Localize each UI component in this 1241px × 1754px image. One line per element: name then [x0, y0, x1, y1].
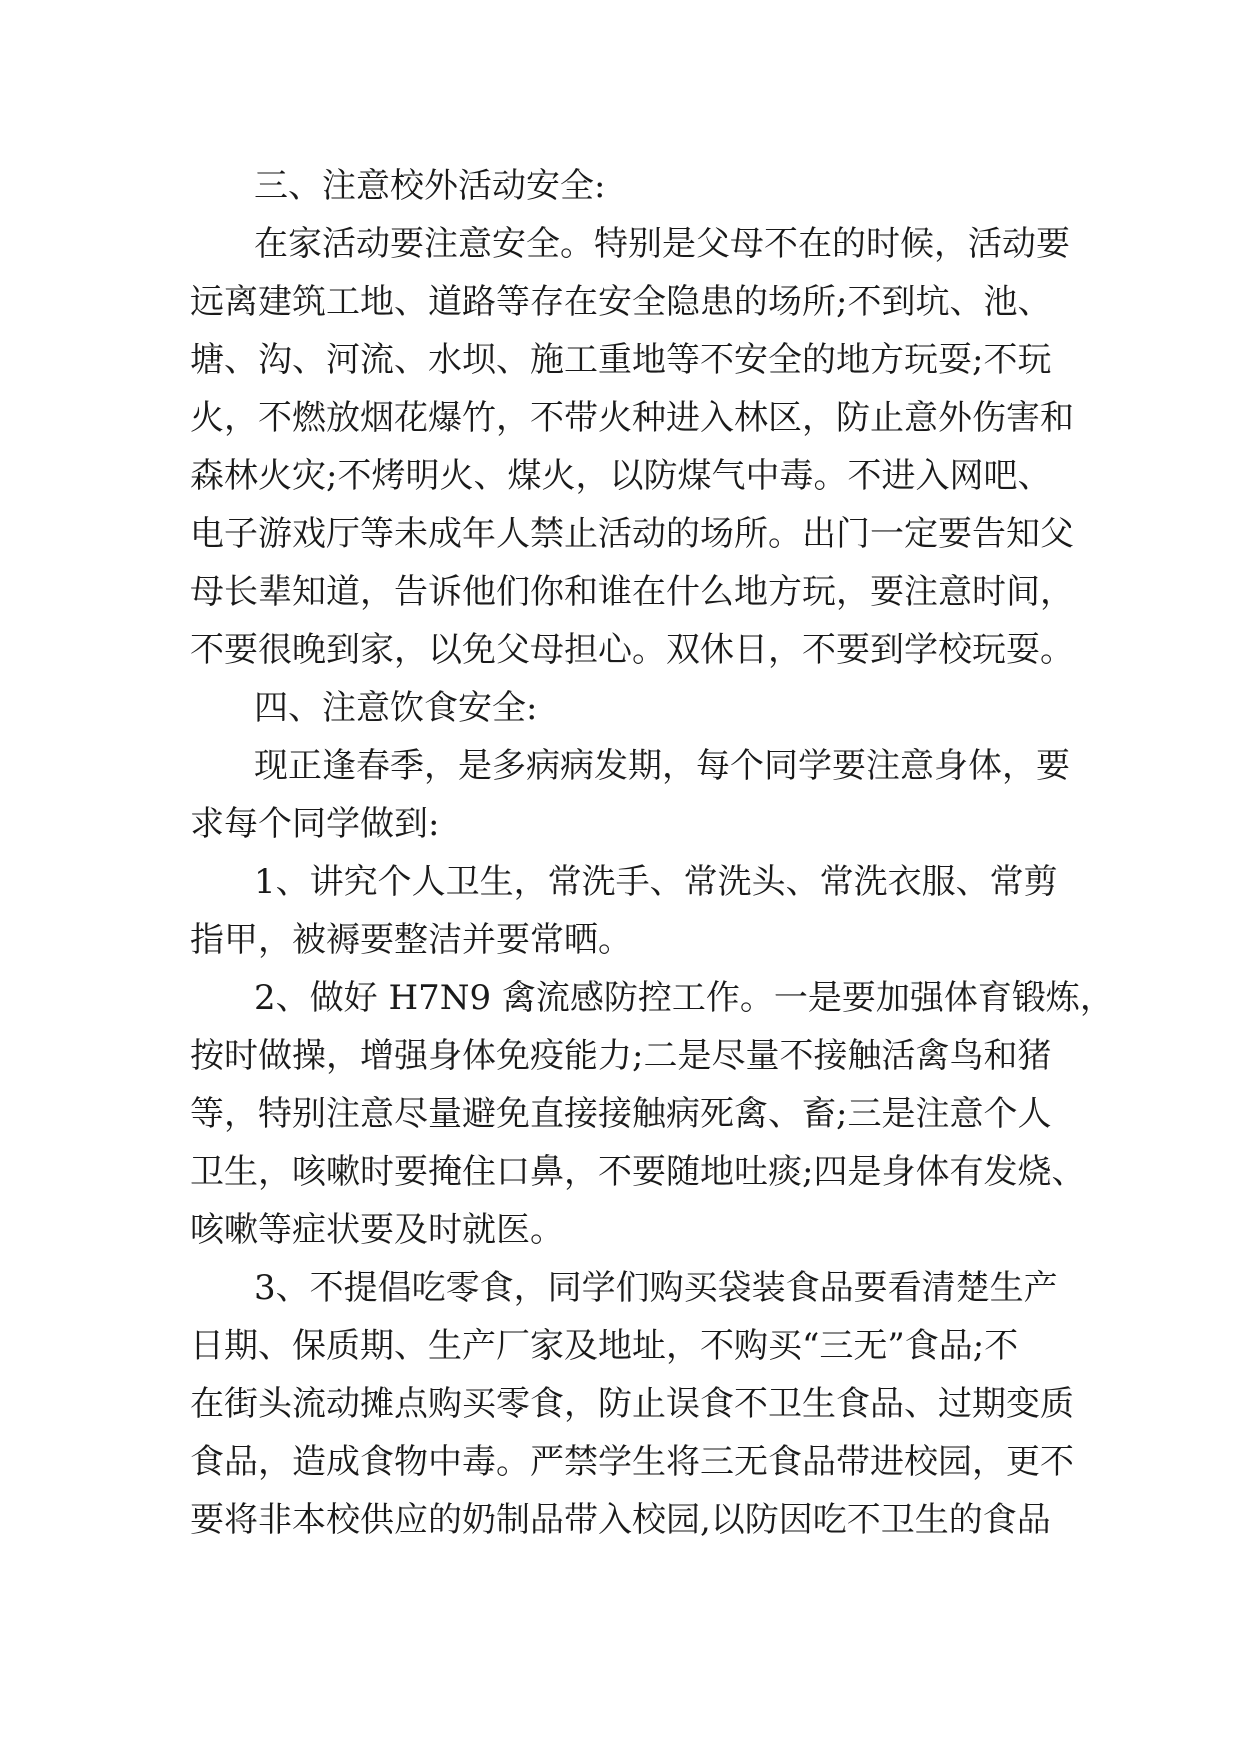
paragraph-line: 等，特别注意尽量避免直接接触病死禽、畜;三是注意个人: [190, 1094, 1052, 1134]
paragraph-line: 日期、保质期、生产厂家及地址，不购买“三无”食品;不: [190, 1326, 1019, 1366]
paragraph-line: 不要很晚到家，以免父母担心。双休日，不要到学校玩耍。: [190, 630, 1074, 670]
paragraph-line: 指甲，被褥要整洁并要常晒。: [190, 920, 632, 960]
paragraph-line: 食品，造成食物中毒。严禁学生将三无食品带进校园，更不: [190, 1442, 1074, 1482]
paragraph-line: 森林火灾;不烤明火、煤火，以防煤气中毒。不进入网吧、: [190, 456, 1052, 496]
paragraph-line: 火，不燃放烟花爆竹，不带火种进入林区，防止意外伤害和: [190, 398, 1074, 438]
paragraph-line: 在街头流动摊点购买零食，防止误食不卫生食品、过期变质: [190, 1384, 1074, 1424]
paragraph-line: 远离建筑工地、道路等存在安全隐患的场所;不到坑、池、: [190, 282, 1052, 322]
paragraph-line: 咳嗽等症状要及时就医。: [190, 1210, 564, 1250]
list-item-3: 3、不提倡吃零食，同学们购买袋装食品要看清楚生产: [254, 1268, 1058, 1308]
paragraph-line: 求每个同学做到:: [190, 804, 440, 844]
list-item-2: 2、做好 H7N9 禽流感防控工作。一是要加强体育锻炼，: [254, 978, 1114, 1018]
list-item-1: 1、讲究个人卫生，常洗手、常洗头、常洗衣服、常剪: [254, 862, 1058, 902]
section-heading-4: 四、注意饮食安全:: [254, 688, 538, 728]
paragraph-line: 要将非本校供应的奶制品带入校园,以防因吃不卫生的食品: [190, 1500, 1051, 1540]
paragraph-line: 按时做操，增强身体免疫能力;二是尽量不接触活禽鸟和猪: [190, 1036, 1052, 1076]
paragraph-line: 在家活动要注意安全。特别是父母不在的时候，活动要: [254, 224, 1070, 264]
paragraph-line: 现正逢春季，是多病病发期，每个同学要注意身体，要: [254, 746, 1070, 786]
paragraph-line: 电子游戏厅等未成年人禁止活动的场所。出门一定要告知父: [190, 514, 1074, 554]
paragraph-line: 塘、沟、河流、水坝、施工重地等不安全的地方玩耍;不玩: [190, 340, 1052, 380]
paragraph-line: 母长辈知道，告诉他们你和谁在什么地方玩，要注意时间，: [190, 572, 1074, 612]
section-heading-3: 三、注意校外活动安全:: [254, 166, 606, 206]
paragraph-line: 卫生，咳嗽时要掩住口鼻，不要随地吐痰;四是身体有发烧、: [190, 1152, 1086, 1192]
